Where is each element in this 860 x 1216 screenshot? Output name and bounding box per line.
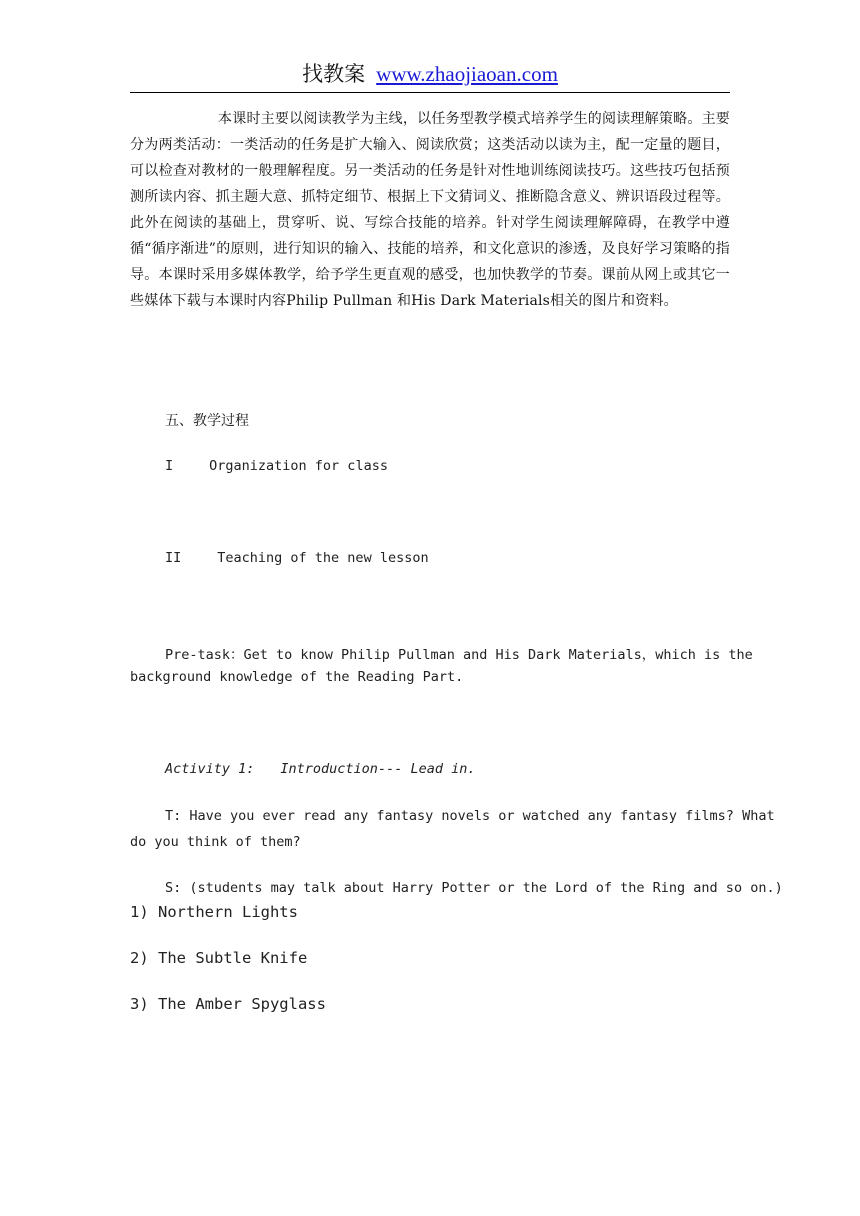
step-one-numeral: I [165, 458, 174, 474]
section-heading: 五、教学过程 [165, 413, 249, 429]
step-two-numeral: II [165, 550, 182, 566]
pre-task-line-1: Pre-task：Get to know Philip Pullman and His Dark Materials，which is the [165, 647, 753, 663]
student-answer: S: (students may talk about Harry Potter or the Lord of the Ring and so on.) [165, 880, 783, 896]
teacher-question-line-2: do you think of them? [130, 834, 301, 850]
activity-one-title: Introduction--- Lead in. [280, 761, 476, 777]
step-two [165, 550, 429, 566]
book-list-item: 1) Northern Lights [130, 903, 298, 921]
book-list-item: 3) The Amber Spyglass [130, 995, 326, 1013]
intro-paragraph-text: 本课时主要以阅读教学为主线，以任务型教学模式培养学生的阅读理解策略。主要分为两类活动：一类活动的任务是扩大输入、阅读欣赏；这类活动以读为主，配一定量的题目，可以检查对教材的一般理解程度。另一类活动的任务是针对性地训练阅读技巧。这些技巧包括预测所读内容、抓主题大意、抓特定细节、根据上下文猜词义、推断隐含意义、辨识语段过程等。此外在阅读的基础上，贯穿听、说、写综合技能的培养。针对学生阅读理解障碍，在教学中遵循“循序渐进”的原则，进行知识的输入、技能的培养，和文化意识的渗透，及良好学习策略的指导。本课时采用多媒体教学，给予学生更直观的感受，也加快教学的节奏。课前从网上或其它一些媒体下载与本课时内容Philip Pullman 和His Dark Materials相关的图片和资料。 [130, 111, 730, 309]
pre-task-line-2: background knowledge of the Reading Part. [130, 669, 464, 685]
step-one-title: Organization for class [209, 458, 388, 474]
activity-one-label: Activity 1: [165, 761, 255, 777]
intro-paragraph [130, 106, 730, 314]
page-header [130, 58, 730, 93]
site-name: 找教案 [302, 62, 366, 86]
step-one [165, 458, 388, 474]
activity-one [165, 761, 475, 777]
book-list-item: 2) The Subtle Knife [130, 949, 308, 967]
step-two-title: Teaching of the new lesson [217, 550, 429, 566]
teacher-question-line-1: T: Have you ever read any fantasy novels or watched any fantasy films? What [165, 808, 775, 824]
site-url-link[interactable]: www.zhaojiaoan.com [376, 62, 558, 86]
